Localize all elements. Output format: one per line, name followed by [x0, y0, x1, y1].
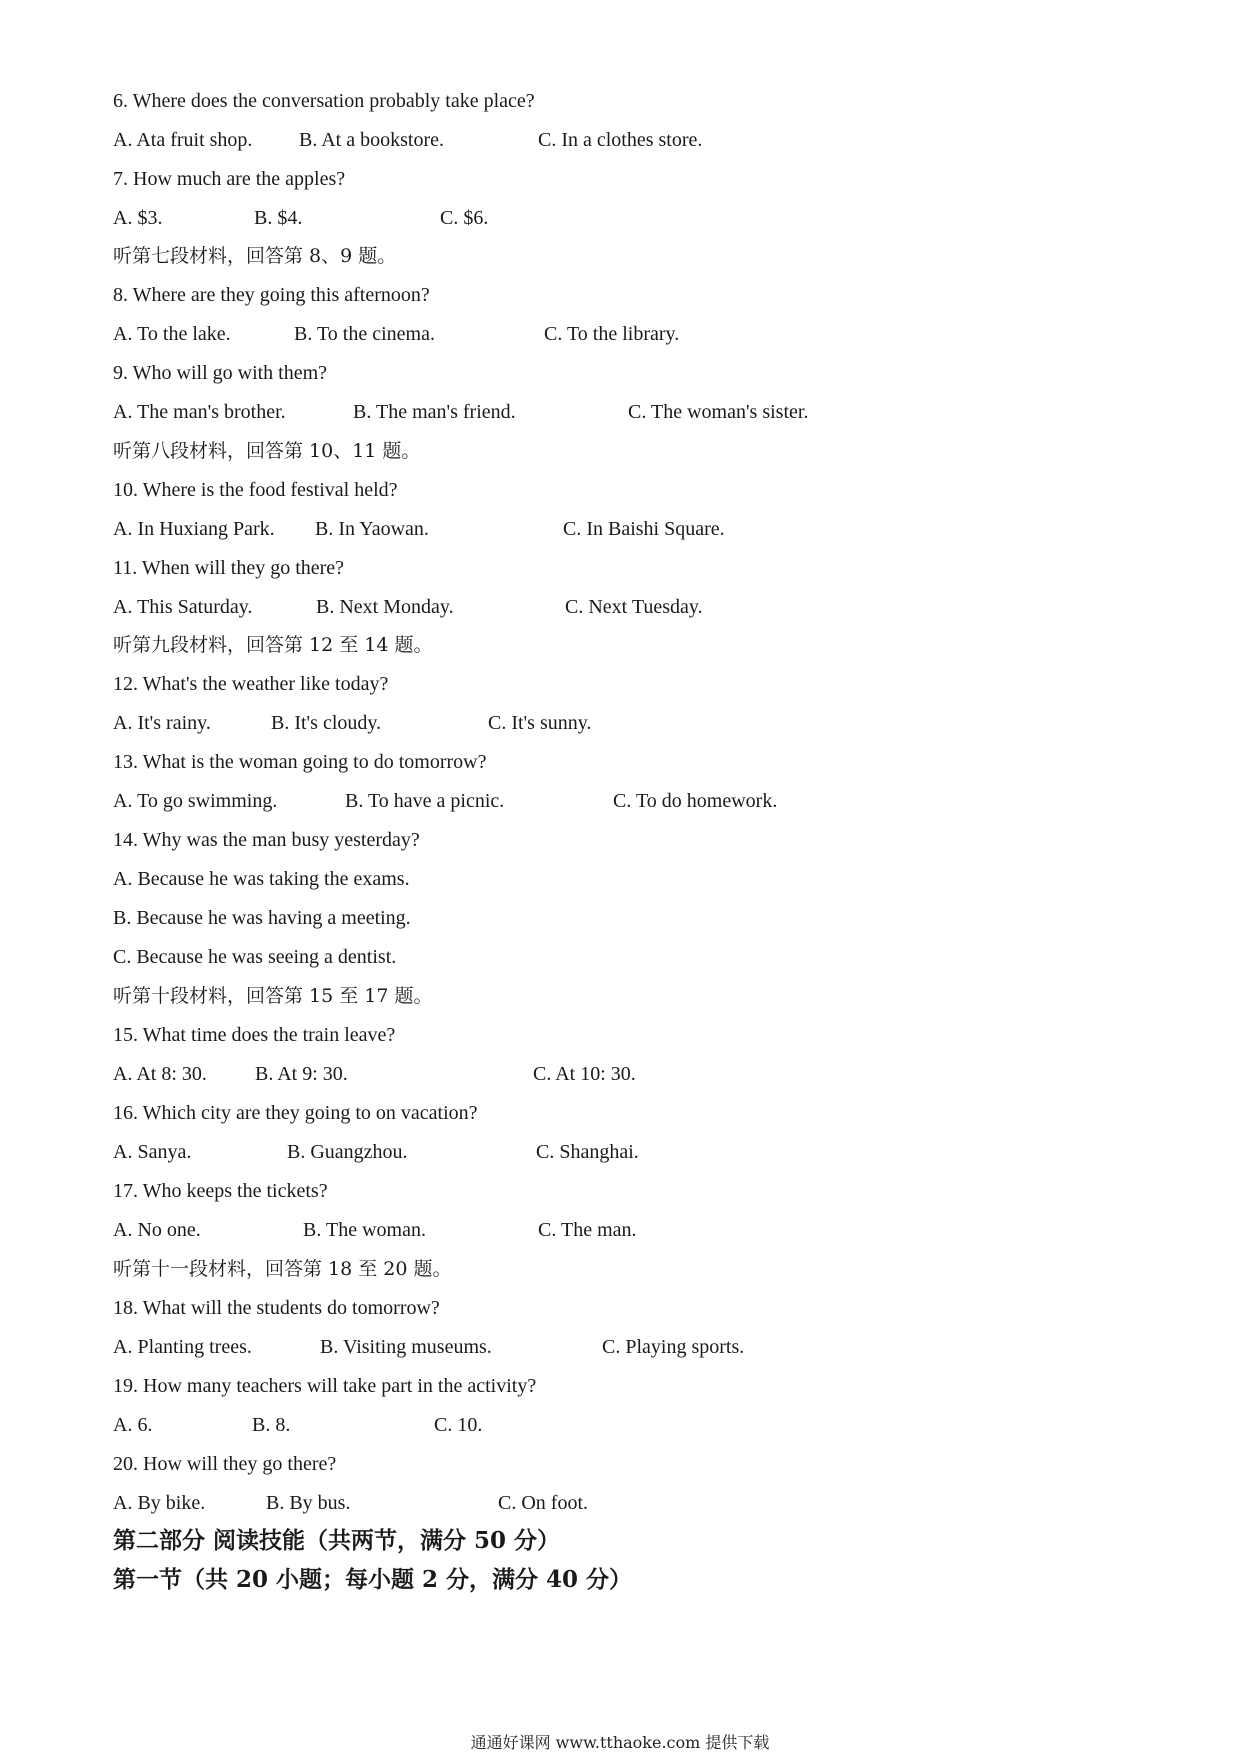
answer-option: B. By bus.: [266, 1492, 351, 1514]
answer-option: A. Ata fruit shop.: [113, 129, 253, 151]
answer-option: B. Guangzhou.: [287, 1141, 408, 1163]
answer-option: C. On foot.: [498, 1492, 588, 1514]
question-text: 13. What is the woman going to do tomorrow?: [113, 751, 487, 773]
question-text: 12. What's the weather like today?: [113, 673, 389, 695]
section-heading: 第二部分 阅读技能（共两节，满分 50 分）: [113, 1527, 561, 1554]
answer-option: A. To go swimming.: [113, 790, 278, 812]
answer-option: C. Next Tuesday.: [565, 596, 703, 618]
answer-option: C. To the library.: [544, 323, 680, 345]
answer-option: B. Next Monday.: [316, 596, 454, 618]
question-text: B. Because he was having a meeting.: [113, 907, 411, 929]
question-text: A. Because he was taking the exams.: [113, 868, 410, 890]
answer-option: B. 8.: [252, 1414, 291, 1436]
question-text: 10. Where is the food festival held?: [113, 479, 398, 501]
answer-option: A. It's rainy.: [113, 712, 211, 734]
question-text: 14. Why was the man busy yesterday?: [113, 829, 420, 851]
question-text: 9. Who will go with them?: [113, 362, 328, 384]
answer-option: C. The man.: [538, 1219, 637, 1241]
question-text: 6. Where does the conversation probably take place?: [113, 90, 535, 112]
answer-option: A. By bike.: [113, 1492, 206, 1514]
question-text: 11. When will they go there?: [113, 557, 345, 579]
question-text: 19. How many teachers will take part in the activity?: [113, 1375, 537, 1397]
answer-option: B. To the cinema.: [294, 323, 435, 345]
answer-option: A. 6.: [113, 1414, 153, 1436]
answer-option: C. $6.: [440, 207, 489, 229]
answer-option: A. In Huxiang Park.: [113, 518, 275, 540]
answer-option: B. Visiting museums.: [320, 1336, 492, 1358]
answer-option: A. To the lake.: [113, 323, 231, 345]
answer-option: C. It's sunny.: [488, 712, 592, 734]
question-text: 7. How much are the apples?: [113, 168, 346, 190]
listening-instruction: 听第七段材料，回答第 8、9 题。: [113, 245, 397, 267]
answer-option: B. To have a picnic.: [345, 790, 505, 812]
question-text: 18. What will the students do tomorrow?: [113, 1297, 440, 1319]
answer-option: A. No one.: [113, 1219, 201, 1241]
answer-option: C. In Baishi Square.: [563, 518, 725, 540]
answer-option: C. To do homework.: [613, 790, 778, 812]
answer-option: C. 10.: [434, 1414, 483, 1436]
question-text: 16. Which city are they going to on vacation?: [113, 1102, 478, 1124]
answer-option: B. In Yaowan.: [315, 518, 429, 540]
answer-option: B. At a bookstore.: [299, 129, 444, 151]
question-text: 17. Who keeps the tickets?: [113, 1180, 328, 1202]
answer-option: C. At 10: 30.: [533, 1063, 636, 1085]
footer-source: 通通好课网 www.tthaoke.com 提供下载: [470, 1733, 770, 1752]
answer-option: B. It's cloudy.: [271, 712, 382, 734]
answer-option: A. $3.: [113, 207, 163, 229]
answer-option: A. This Saturday.: [113, 596, 253, 618]
listening-instruction: 听第十一段材料，回答第 18 至 20 题。: [113, 1258, 452, 1280]
answer-option: C. Playing sports.: [602, 1336, 745, 1358]
answer-option: A. Planting trees.: [113, 1336, 252, 1358]
answer-option: A. The man's brother.: [113, 401, 286, 423]
answer-option: B. The woman.: [303, 1219, 426, 1241]
listening-instruction: 听第八段材料，回答第 10、11 题。: [113, 440, 421, 462]
answer-option: B. At 9: 30.: [255, 1063, 348, 1085]
question-text: 15. What time does the train leave?: [113, 1024, 396, 1046]
listening-instruction: 听第九段材料，回答第 12 至 14 题。: [113, 634, 433, 656]
answer-option: C. The woman's sister.: [628, 401, 809, 423]
question-text: C. Because he was seeing a dentist.: [113, 946, 397, 968]
question-text: 20. How will they go there?: [113, 1453, 337, 1475]
answer-option: A. At 8: 30.: [113, 1063, 207, 1085]
answer-option: C. Shanghai.: [536, 1141, 639, 1163]
section-heading: 第一节（共 20 小题；每小题 2 分，满分 40 分）: [113, 1566, 633, 1593]
answer-option: B. $4.: [254, 207, 303, 229]
listening-instruction: 听第十段材料，回答第 15 至 17 题。: [113, 985, 433, 1007]
answer-option: A. Sanya.: [113, 1141, 192, 1163]
answer-option: C. In a clothes store.: [538, 129, 703, 151]
question-text: 8. Where are they going this afternoon?: [113, 284, 430, 306]
answer-option: B. The man's friend.: [353, 401, 516, 423]
